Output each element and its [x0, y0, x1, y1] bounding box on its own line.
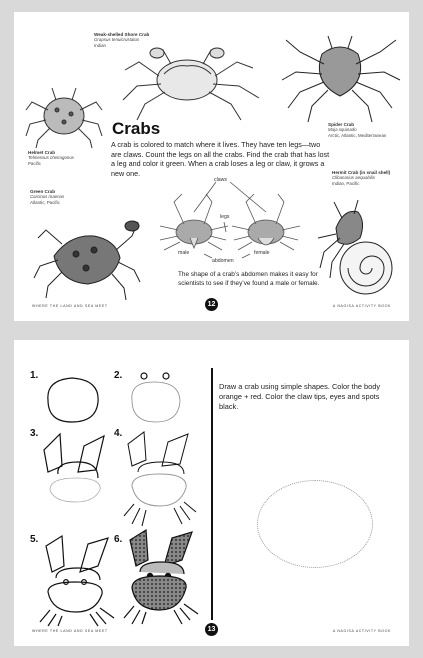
caption-helmet-crab — [28, 150, 74, 166]
body-text: A crab is colored to match where it lives. They have ten legs—two are claws. Count the legs on all the crabs. Find the crab that has lost a leg and color it green. When a crab loses a leg or claw, it grows a new one. — [111, 140, 330, 178]
step-label: 4. — [114, 428, 123, 439]
step-label: 1. — [30, 370, 39, 381]
footer-left: WHERE THE LAND AND SEA MEET — [32, 304, 108, 308]
step-1-drawing — [42, 374, 102, 426]
shore-crab-illustration — [119, 42, 269, 122]
caption-green-crab — [30, 189, 64, 205]
diagram-caption: The shape of a crab’s abdomen makes it easy for scientists to see if they’ve found a male or female. — [178, 271, 320, 287]
step-3-drawing — [38, 432, 118, 502]
crab-range: Pacific — [28, 160, 41, 166]
page-title: Crabs — [112, 119, 161, 138]
crab-species: Clibanarius aequabilis — [332, 175, 375, 180]
step-label: 6. — [114, 534, 123, 545]
caption-hermit-crab — [332, 170, 390, 186]
caption-spider-crab — [328, 122, 386, 138]
crab-species: Maja squinado — [328, 127, 357, 132]
activity-page-13 — [14, 340, 409, 646]
column-divider — [211, 368, 213, 620]
activity-page-12 — [14, 12, 409, 321]
helmet-crab-illustration — [24, 80, 104, 150]
crab-name: Spider Crab — [328, 122, 355, 127]
crab-name: Hermit Crab (in snail shell) — [332, 170, 391, 175]
crab-range: Indian, Pacific — [332, 180, 360, 186]
green-crab-illustration — [32, 214, 142, 304]
page-number: 13 — [205, 623, 218, 636]
label-legs: legs — [220, 214, 230, 220]
crab-species: Carcinus maenas — [30, 194, 65, 199]
male-female-diagram — [154, 182, 304, 262]
label-abdomen: abdomen — [212, 258, 234, 264]
crab-name: Weak-shelled Shore Crab — [94, 32, 150, 37]
hermit-crab-illustration — [314, 198, 399, 303]
footer-left: WHERE THE LAND AND SEA MEET — [32, 629, 108, 633]
label-male: male — [178, 250, 190, 256]
step-label: 3. — [30, 428, 39, 439]
drawing-area-outline[interactable] — [257, 480, 373, 568]
step-label: 5. — [30, 534, 39, 545]
footer-right: A NAGISA ACTIVITY BOOK — [332, 629, 391, 633]
spider-crab-illustration — [282, 34, 402, 126]
step-5-drawing — [38, 534, 123, 626]
page-number: 12 — [205, 298, 218, 311]
crab-species: Telmessus cheiragonus — [28, 155, 74, 160]
step-6-drawing — [122, 526, 202, 626]
label-claws: claws — [214, 177, 227, 183]
crab-range: Atlantic, Pacific — [30, 199, 60, 205]
step-label: 2. — [114, 370, 123, 381]
drawing-instructions: Draw a crab using simple shapes. Color the body orange + red. Color the claw tips, eyes and spots black. — [219, 382, 381, 411]
label-female: female — [254, 250, 270, 256]
crab-range: Indian — [94, 42, 106, 48]
step-2-drawing — [124, 370, 194, 426]
crab-range: Arctic, Atlantic, Mediterranean — [328, 132, 387, 138]
crab-name: Green Crab — [30, 189, 56, 194]
step-4-drawing — [122, 432, 202, 528]
crab-species: Grapsus tenuicrustatus — [94, 37, 140, 42]
footer-right: A NAGISA ACTIVITY BOOK — [332, 304, 391, 308]
crab-name: Helmet Crab — [28, 150, 56, 155]
